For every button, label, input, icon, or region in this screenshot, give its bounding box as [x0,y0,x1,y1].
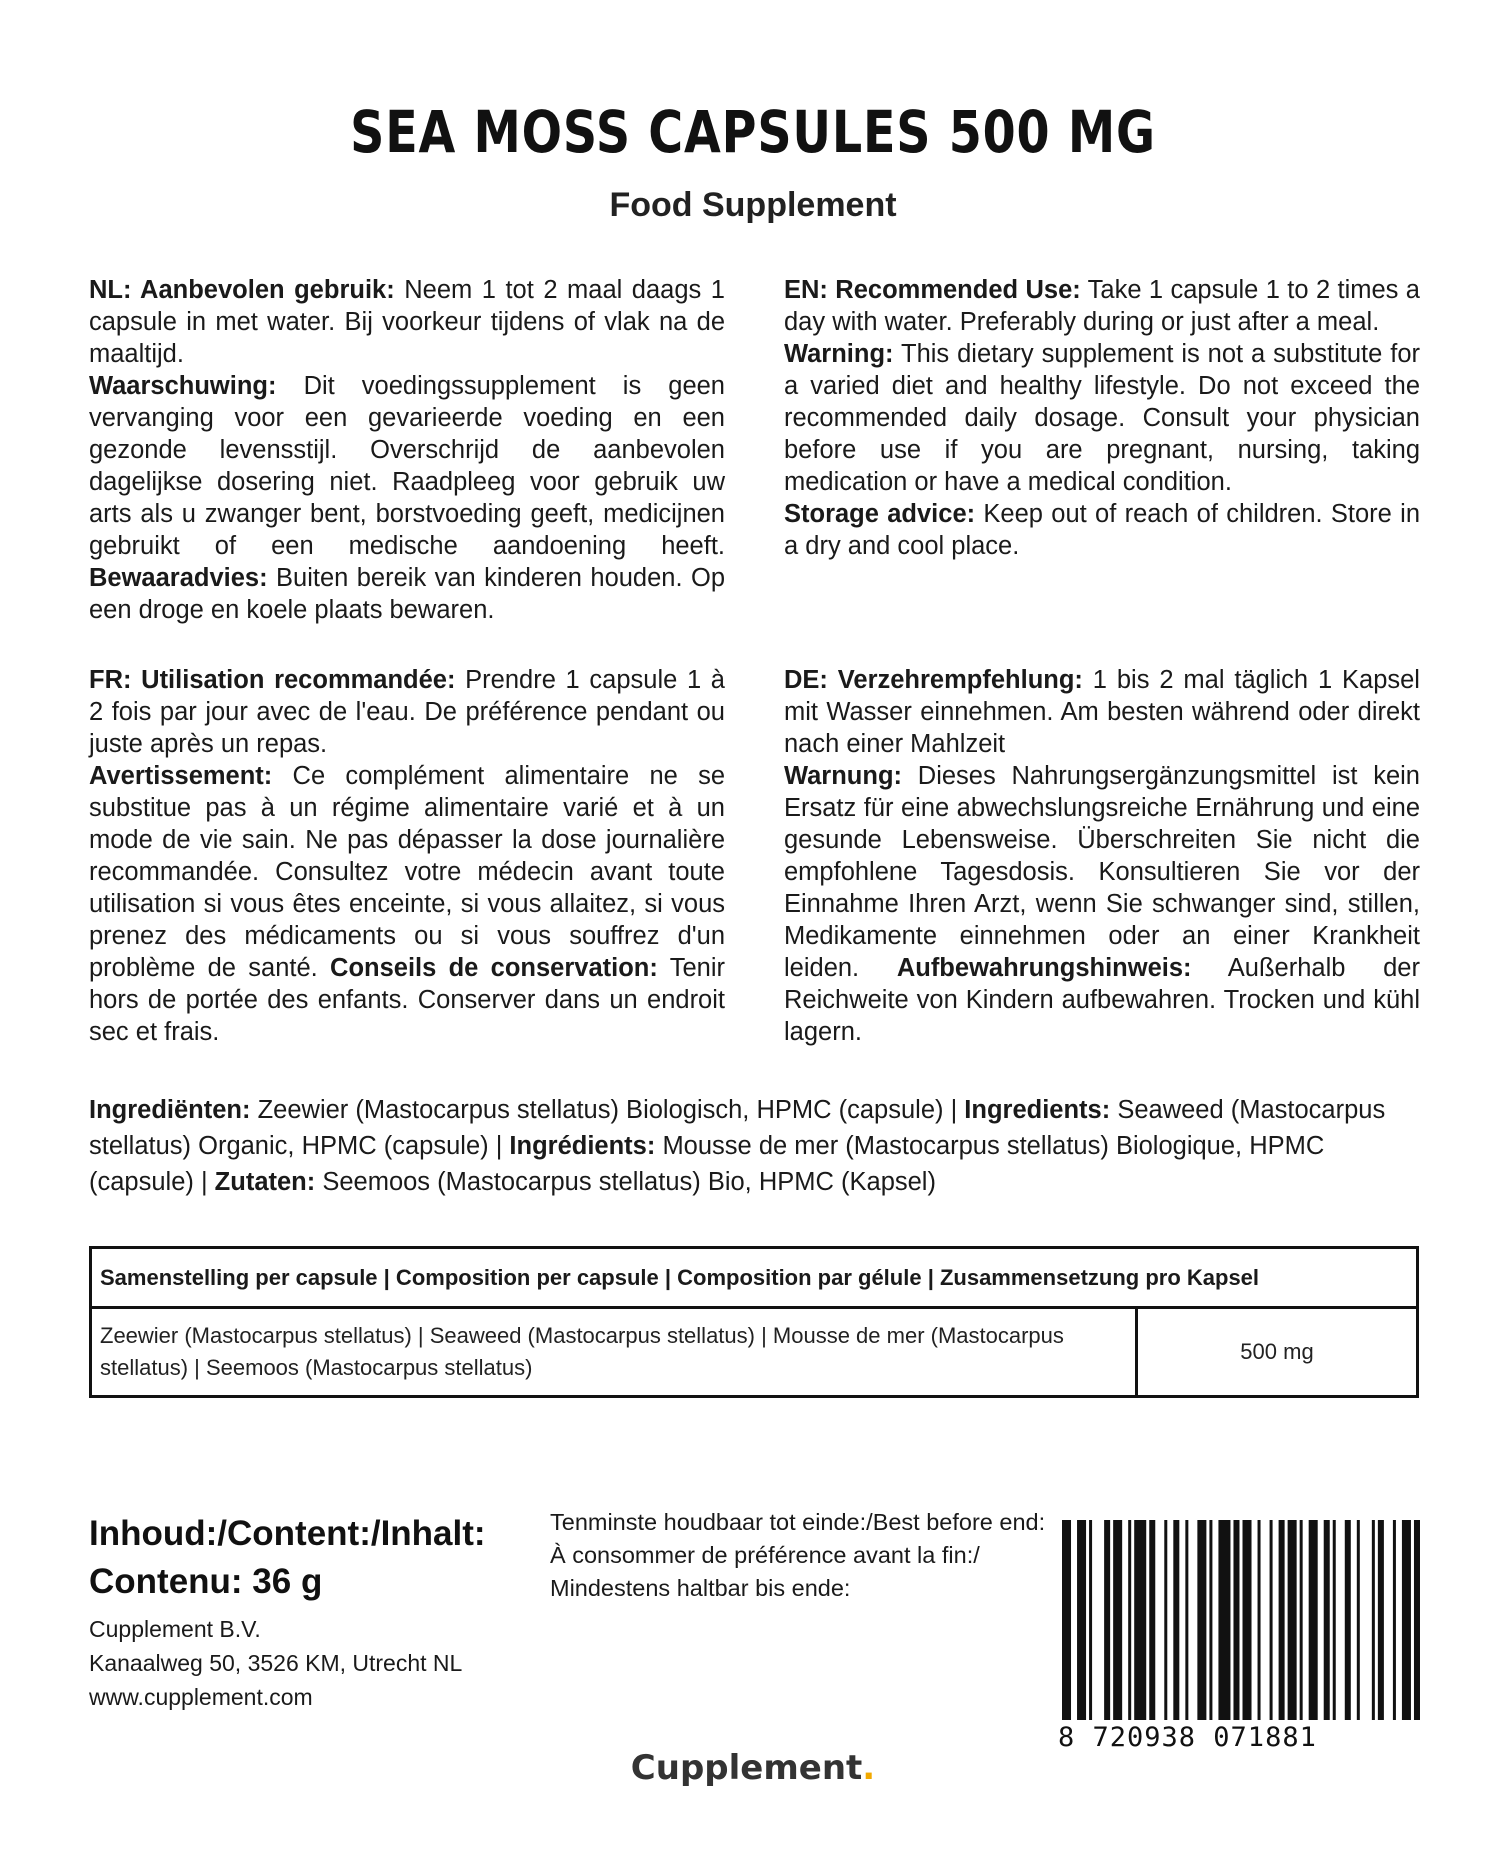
en-warning-label: Warning: [784,340,894,368]
en-storage-text: Keep out of reach of children. Store in a dry and cool place. [784,500,1421,560]
best-before-line3: Mindestens haltbar bis ende: [550,1575,851,1601]
de-storage-text: Außerhalb der Reichweite von Kindern aufbewahren. Trocken und kühl lagern. [784,954,1420,1046]
en-use-label: EN: Recommended Use: [784,276,1081,304]
product-subtitle: Food Supplement [609,186,897,224]
table-row [92,1309,1416,1395]
fr-use-text: Prendre 1 capsule 1 à 2 fois par jour avec de l'eau. De préférence pendant ou juste après un repas. [89,666,725,758]
ingredients-fr-label: Ingrédients: [509,1132,656,1160]
ingredients-de-label: Zutaten: [214,1168,316,1196]
brand-logo [0,1748,1506,1788]
brand-dot: . [862,1748,876,1788]
ingredients-fr-text: Mousse de mer (Mastocarpus stellatus) Biologique, HPMC (capsule) | [89,1132,1325,1196]
company-address: Kanaalweg 50, 3526 KM, Utrecht NL [89,1650,463,1676]
net-content [89,1510,529,1606]
fr-use-label: FR: Utilisation recommandée: [89,666,456,694]
nl-warning-text: Dit voedingssupplement is geen vervanging voor een gevarieerde voeding en een gezonde levensstijl. Overschrijd de aanbevolen dagelijkse dosering niet. Raadpleeg voor gebruik uw arts als u zwanger bent, borstvoeding geeft, medicijnen gebruikt of een medische aandoening heeft. [89,372,725,560]
composition-ingredient: Zeewier (Mastocarpus stellatus) | Seaweed (Mastocarpus stellatus) | Mousse de mer (Mastocarpus stellatus) | Seemoos (Mastocarpus stellatus) [92,1309,1138,1395]
fr-section [89,664,725,1048]
company-info [89,1612,462,1714]
net-content-line2: Contenu: 36 g [89,1562,323,1601]
best-before-line1: Tenminste houdbaar tot einde:/Best before end: [550,1509,1046,1535]
nl-storage-text: Buiten bereik van kinderen houden. Op een droge en koele plaats bewaren. [89,564,725,624]
en-use-text: Take 1 capsule 1 to 2 times a day with water. Preferably during or just after a meal. [784,276,1420,336]
composition-table [89,1246,1419,1398]
ingredients-de-text: Seemoos (Mastocarpus stellatus) Bio, HPMC (Kapsel) [315,1168,936,1196]
product-title: SEA MOSS CAPSULES 500 MG [350,98,1156,166]
barcode-digits: 8 720938 071881 [1058,1722,1317,1753]
ingredients-nl-label: Ingrediënten: [89,1096,251,1124]
de-section [784,664,1420,1048]
ingredients-nl-text: Zeewier (Mastocarpus stellatus) Biologisch, HPMC (capsule) | [250,1096,965,1124]
ingredients-en-text: Seaweed (Mastocarpus stellatus) Organic, HPMC (capsule) | [89,1096,1386,1160]
composition-header: Samenstelling per capsule | Composition per capsule | Composition par gélule | Zusammensetzung pro Kapsel [92,1249,1416,1309]
brand-name: Cupplement [630,1748,863,1788]
company-website: www.cupplement.com [89,1684,313,1710]
nl-storage-label: Bewaaradvies: [89,564,268,592]
fr-storage-text: Tenir hors de portée des enfants. Conserver dans un endroit sec et frais. [89,954,725,1046]
best-before-line2: À consommer de préférence avant la fin:/ [550,1542,980,1568]
composition-amount: 500 mg [1240,1339,1314,1364]
best-before-block [550,1506,1090,1605]
nl-warning-label: Waarschuwing: [89,372,277,400]
de-warning-text: Dieses Nahrungsergänzungsmittel ist kein Ersatz für eine abwechslungsreiche Ernährung und eine gesunde Lebensweise. Überschreiten Sie nicht die empfohlene Tagesdosis. Konsultieren Sie vor der Einnahme Ihren Arzt, wenn Sie schwanger sind, stillen, Medikamente einnehmen oder an einer Krankheit leiden. [784,762,1420,982]
fr-warning-text: Ce complément alimentaire ne se substitue pas à un régime alimentaire varié et à un mode de vie sain. Ne pas dépasser la dose journalière recommandée. Consultez votre médecin avant toute utilisation si vous êtes enceinte, si vous allaitez, si vous prenez des médicaments ou si vous souffrez d'un problème de santé. [89,762,725,982]
barcode-image [1062,1520,1426,1720]
en-warning-text: This dietary supplement is not a substitute for a varied diet and healthy lifestyle. Do not exceed the recommended daily dosage. Consult your physician before use if you are pregnant, nursing, taking medication or have a medical condition. [784,340,1420,496]
de-warning-label: Warnung: [784,762,903,790]
de-use-text: 1 bis 2 mal täglich 1 Kapsel mit Wasser einnehmen. Am besten während oder direkt nach einer Mahlzeit [784,666,1420,758]
de-storage-label: Aufbewahrungshinweis: [896,954,1192,982]
ingredients-block [89,1092,1419,1200]
en-storage-label: Storage advice: [784,500,976,528]
de-use-label: DE: Verzehrempfehlung: [784,666,1083,694]
company-name: Cupplement B.V. [89,1616,261,1642]
nl-section [89,274,725,626]
en-section [784,274,1420,562]
nl-use-text: Neem 1 tot 2 maal daags 1 capsule in met water. Bij voorkeur tijdens of vlak na de maaltijd. [89,276,725,368]
net-content-line1: Inhoud:/Content:/Inhalt: [89,1514,486,1553]
fr-storage-label: Conseils de conservation: [330,954,658,982]
nl-use-label: NL: Aanbevolen gebruik: [89,276,395,304]
fr-warning-label: Avertissement: [89,762,273,790]
ingredients-en-label: Ingredients: [964,1096,1111,1124]
